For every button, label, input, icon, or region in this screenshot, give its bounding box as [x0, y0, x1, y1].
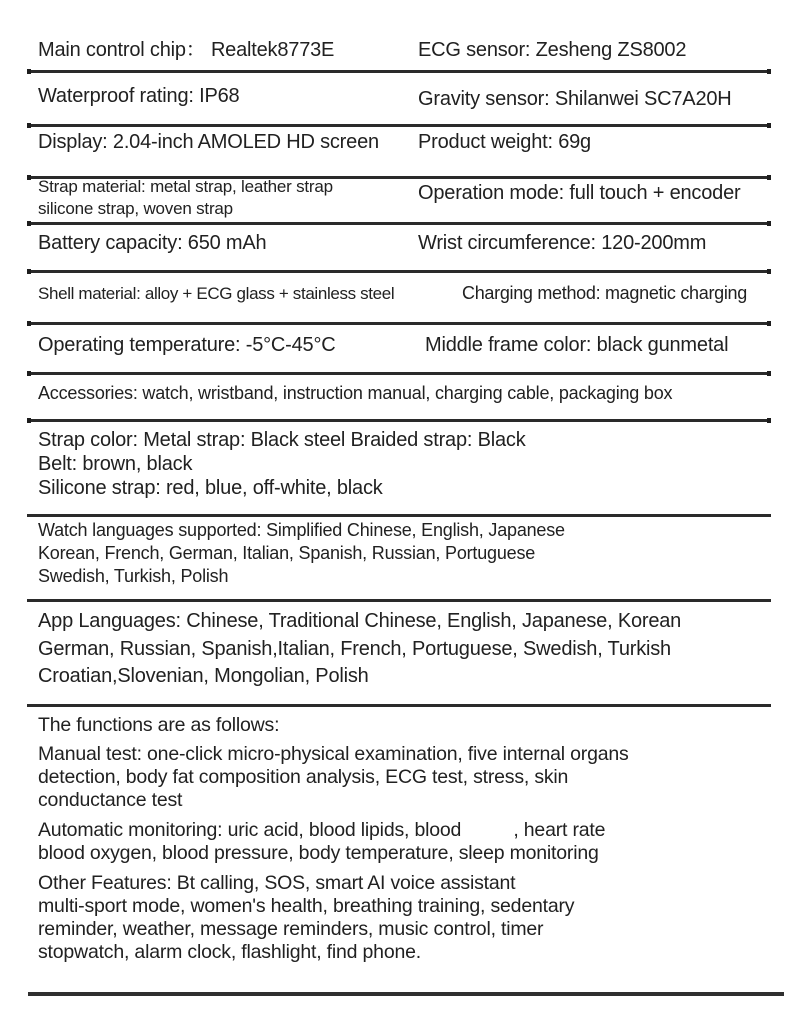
spec-cell-app-languages — [38, 608, 681, 691]
separator-line — [27, 70, 771, 73]
functions-text: Other Features: Bt calling, SOS, smart AI voice assistant — [38, 872, 516, 894]
spec-text: Accessories: watch, wristband, instruction manual, charging cable, packaging box — [38, 383, 673, 403]
functions-text: blood oxygen, blood pressure, body temperature, sleep monitoring — [38, 842, 599, 864]
functions-text: detection, body fat composition analysis, ECG test, stress, skin — [38, 766, 569, 788]
separator-line — [27, 372, 771, 375]
separator-line — [27, 419, 771, 422]
functions-paragraph-manual-test — [38, 743, 629, 812]
separator-line — [27, 322, 771, 325]
spec-cell-operation-mode — [418, 180, 740, 206]
functions-text: reminder, weather, message reminders, music control, timer — [38, 918, 544, 940]
spec-text: silicone strap, woven strap — [38, 199, 233, 218]
separator-line — [27, 704, 771, 707]
spec-text: App Languages: Chinese, Traditional Chinese, English, Japanese, Korean — [38, 610, 682, 632]
spec-cell-shell-material — [38, 282, 394, 306]
spec-cell-ecg-sensor — [418, 37, 686, 63]
separator-line — [27, 599, 771, 602]
separator-line — [27, 514, 771, 517]
separator-line — [27, 222, 771, 225]
spec-text: Middle frame color: black gunmetal — [425, 334, 729, 356]
spec-cell-display — [38, 129, 379, 155]
spec-cell-strap-material — [38, 176, 333, 220]
functions-text: Automatic monitoring: uric acid, blood lipids, blood , heart rate — [38, 819, 606, 841]
functions-header: The functions are as follows: — [38, 714, 280, 736]
spec-text: Operating temperature: -5°C-45°C — [38, 334, 336, 356]
spec-text: Shell material: alloy + ECG glass + stainless steel — [38, 284, 395, 303]
spec-text: Main control chip： Realtek8773E — [38, 39, 335, 61]
functions-text: conductance test — [38, 789, 183, 811]
spec-text: Battery capacity: 650 mAh — [38, 232, 267, 254]
spec-cell-strap-color — [38, 428, 526, 500]
spec-text: Charging method: magnetic charging — [462, 283, 747, 303]
bottom-border-line — [28, 992, 784, 996]
spec-text: Silicone strap: red, blue, off-white, black — [38, 477, 383, 499]
spec-text: Product weight: 69g — [418, 131, 591, 153]
spec-text: ECG sensor: Zesheng ZS8002 — [418, 39, 687, 61]
spec-cell-middle-frame-color — [425, 332, 728, 358]
spec-cell-main-control-chip — [38, 37, 334, 63]
spec-text: Strap color: Metal strap: Black steel Braided strap: Black — [38, 429, 526, 451]
functions-text: Manual test: one-click micro-physical examination, five internal organs — [38, 743, 629, 765]
spec-cell-gravity-sensor — [418, 86, 732, 112]
spec-text: Gravity sensor: Shilanwei SC7A20H — [418, 88, 732, 110]
spec-cell-accessories — [38, 381, 672, 405]
spec-text: Croatian,Slovenian, Mongolian, Polish — [38, 665, 369, 687]
spec-cell-watch-languages — [38, 519, 565, 588]
spec-text: Display: 2.04-inch AMOLED HD screen — [38, 131, 379, 153]
functions-text: stopwatch, alarm clock, flashlight, find phone. — [38, 941, 421, 963]
separator-line — [27, 124, 771, 127]
functions-paragraph-automatic-monitoring — [38, 819, 629, 865]
spec-text: Strap material: metal strap, leather strap — [38, 177, 333, 196]
functions-paragraph-other-features — [38, 872, 629, 964]
spec-cell-wrist-circumference — [418, 230, 706, 256]
spec-text: Wrist circumference: 120-200mm — [418, 232, 707, 254]
functions-text: multi-sport mode, women's health, breathing training, sedentary — [38, 895, 575, 917]
spec-cell-battery-capacity — [38, 230, 266, 256]
spec-cell-charging-method — [462, 281, 747, 306]
spec-text: German, Russian, Spanish,Italian, French, Portuguese, Swedish, Turkish — [38, 637, 671, 660]
spec-cell-waterproof-rating — [38, 83, 239, 109]
spec-cell-operating-temperature — [38, 332, 336, 358]
spec-cell-product-weight — [418, 129, 591, 155]
spec-text: Watch languages supported: Simplified Chinese, English, Japanese — [38, 520, 565, 540]
spec-text: Swedish, Turkish, Polish — [38, 566, 229, 586]
spec-text: Belt: brown, black — [38, 453, 193, 475]
spec-text: Operation mode: full touch + encoder — [418, 182, 741, 204]
spec-text: Korean, French, German, Italian, Spanish, Russian, Portuguese — [38, 543, 536, 563]
separator-line — [27, 270, 771, 273]
functions-section — [38, 714, 629, 964]
spec-text: Waterproof rating: IP68 — [38, 85, 240, 107]
